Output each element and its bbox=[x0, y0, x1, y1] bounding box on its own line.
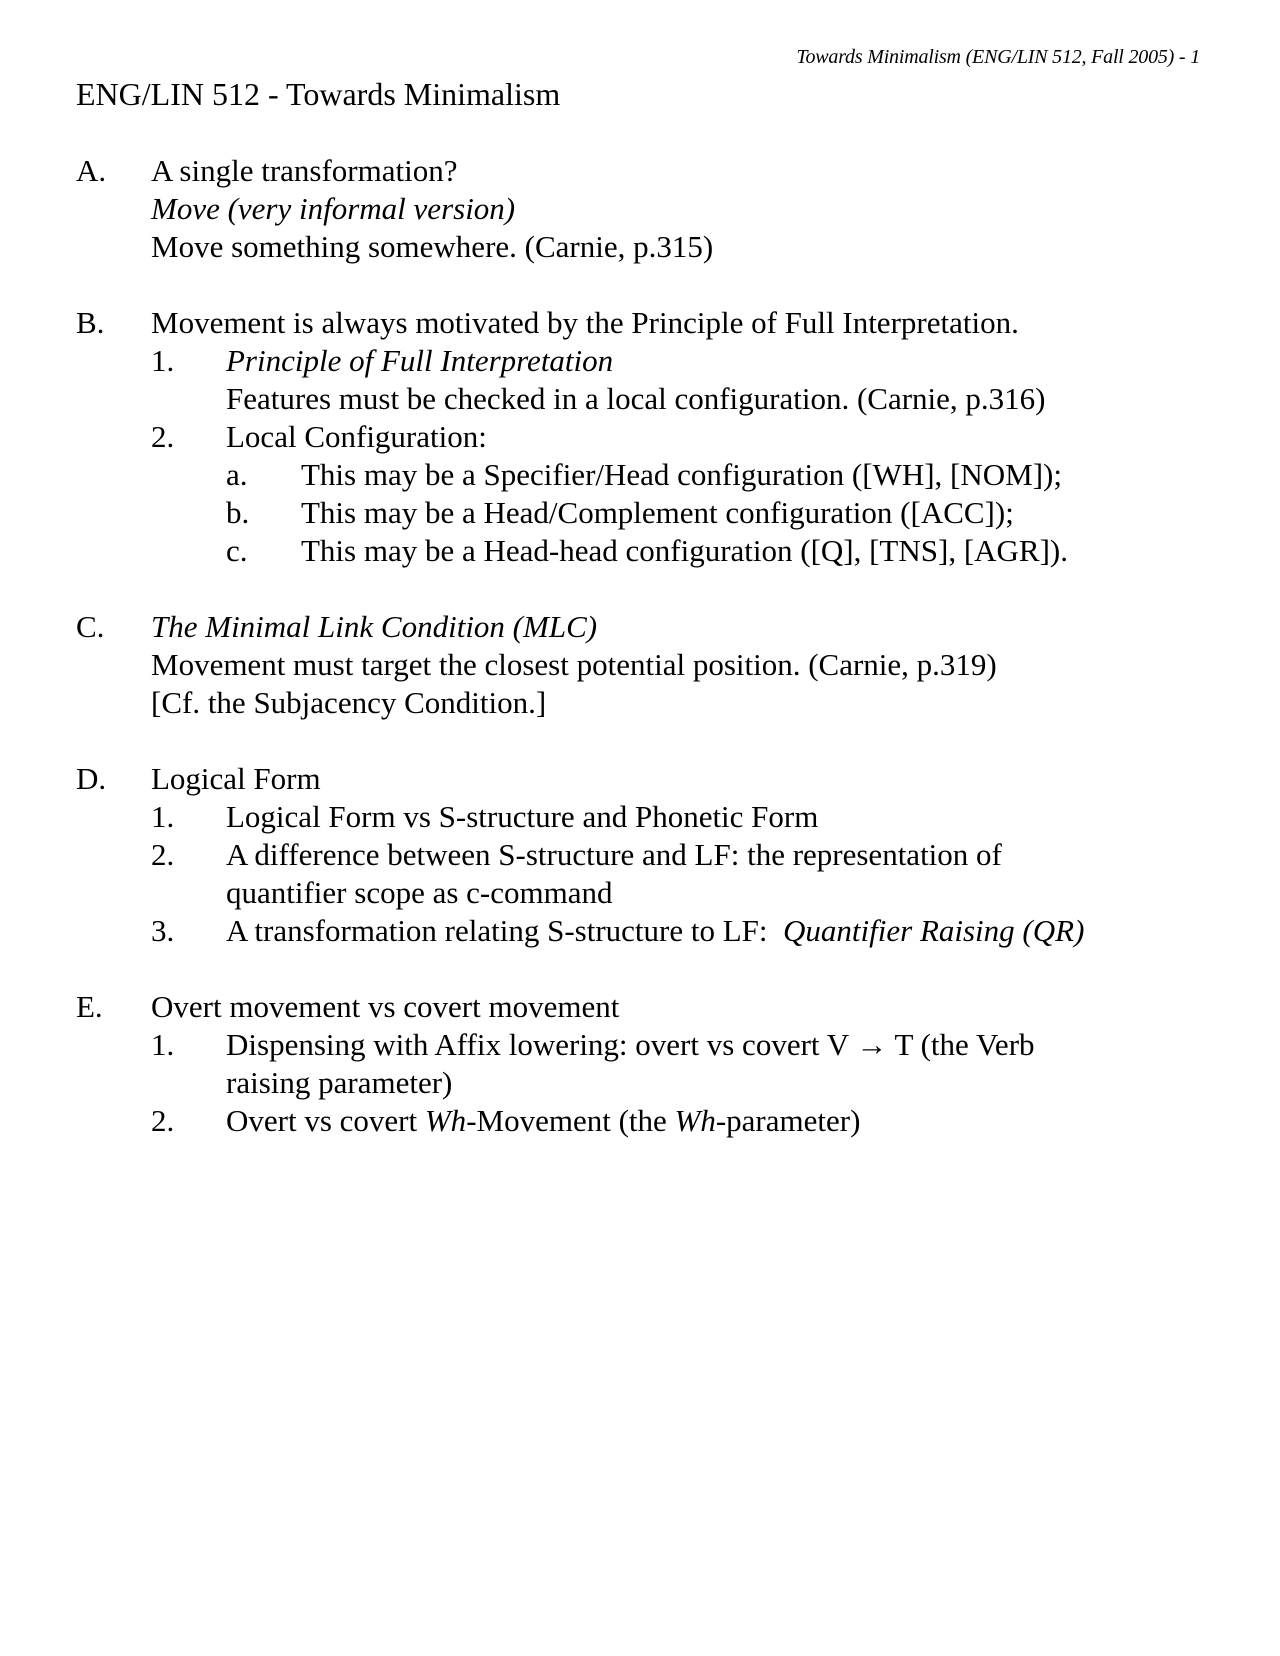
item-text: A difference between S-structure and LF: the representation of quantifier scope as c-command bbox=[226, 837, 1002, 910]
item-number: 1. bbox=[151, 799, 175, 834]
section-letter: B. bbox=[76, 305, 105, 340]
section-letter: E. bbox=[76, 989, 103, 1024]
running-head: Towards Minimalism (ENG/LIN 512, Fall 2005) - 1 bbox=[796, 46, 1200, 68]
section-letter: D. bbox=[76, 761, 107, 796]
document-body bbox=[76, 152, 1206, 1178]
item-text: Dispensing with Affix lowering: overt vs covert V → T (the Verb raising parameter) bbox=[226, 1027, 1035, 1100]
item-number: 2. bbox=[151, 837, 175, 872]
definition-text: Movement must target the closest potential position. (Carnie, p.319) bbox=[151, 647, 997, 682]
section-c bbox=[76, 608, 1206, 722]
definition-text: Move something somewhere. (Carnie, p.315) bbox=[151, 229, 714, 264]
item-number: 2. bbox=[151, 419, 175, 454]
section-letter: A. bbox=[76, 153, 107, 188]
list-item bbox=[151, 836, 1206, 912]
item-text: Overt vs covert Wh-Movement (the Wh-parameter) bbox=[226, 1103, 861, 1138]
document-title: ENG/LIN 512 - Towards Minimalism bbox=[76, 76, 561, 112]
section-letter: C. bbox=[76, 609, 105, 644]
section-heading: Overt movement vs covert movement bbox=[151, 989, 620, 1024]
list-item bbox=[151, 418, 1206, 570]
list-item bbox=[151, 342, 1206, 418]
sub-item-text: This may be a Head/Complement configuration ([ACC]); bbox=[301, 495, 1014, 530]
list-item bbox=[151, 912, 1206, 950]
section-heading: Logical Form bbox=[151, 761, 321, 796]
item-number: 2. bbox=[151, 1103, 175, 1138]
item-number: 3. bbox=[151, 913, 175, 948]
note-text: [Cf. the Subjacency Condition.] bbox=[151, 685, 547, 720]
item-text: Logical Form vs S-structure and Phonetic Form bbox=[226, 799, 819, 834]
list-item bbox=[151, 798, 1206, 836]
definition-text: Features must be checked in a local configuration. (Carnie, p.316) bbox=[226, 381, 1046, 416]
list-item bbox=[151, 1026, 1206, 1102]
item-text: A transformation relating S-structure to LF: Quantifier Raising (QR) bbox=[226, 913, 1085, 948]
definition-term: The Minimal Link Condition (MLC) bbox=[151, 609, 598, 644]
sub-item-letter: a. bbox=[226, 457, 248, 492]
sub-item-text: This may be a Specifier/Head configuration ([WH], [NOM]); bbox=[301, 457, 1062, 492]
item-number: 1. bbox=[151, 1027, 175, 1062]
sub-item bbox=[226, 532, 1206, 570]
item-text: Local Configuration: bbox=[226, 419, 487, 454]
section-a bbox=[76, 152, 1206, 266]
sub-item bbox=[226, 494, 1206, 532]
section-d bbox=[76, 760, 1206, 950]
section-b bbox=[76, 304, 1206, 570]
definition-term: Principle of Full Interpretation bbox=[226, 343, 614, 378]
sub-item bbox=[226, 456, 1206, 494]
section-heading: A single transformation? bbox=[151, 153, 458, 188]
section-e bbox=[76, 988, 1206, 1140]
sub-item-text: This may be a Head-head configuration ([Q], [TNS], [AGR]). bbox=[301, 533, 1068, 568]
definition-term: Move (very informal version) bbox=[151, 191, 516, 226]
item-number: 1. bbox=[151, 343, 175, 378]
sub-item-letter: c. bbox=[226, 533, 248, 568]
sub-item-letter: b. bbox=[226, 495, 250, 530]
definition-term: Quantifier Raising (QR) bbox=[783, 913, 1085, 948]
section-heading: Movement is always motivated by the Principle of Full Interpretation. bbox=[151, 305, 1019, 340]
list-item bbox=[151, 1102, 1206, 1140]
